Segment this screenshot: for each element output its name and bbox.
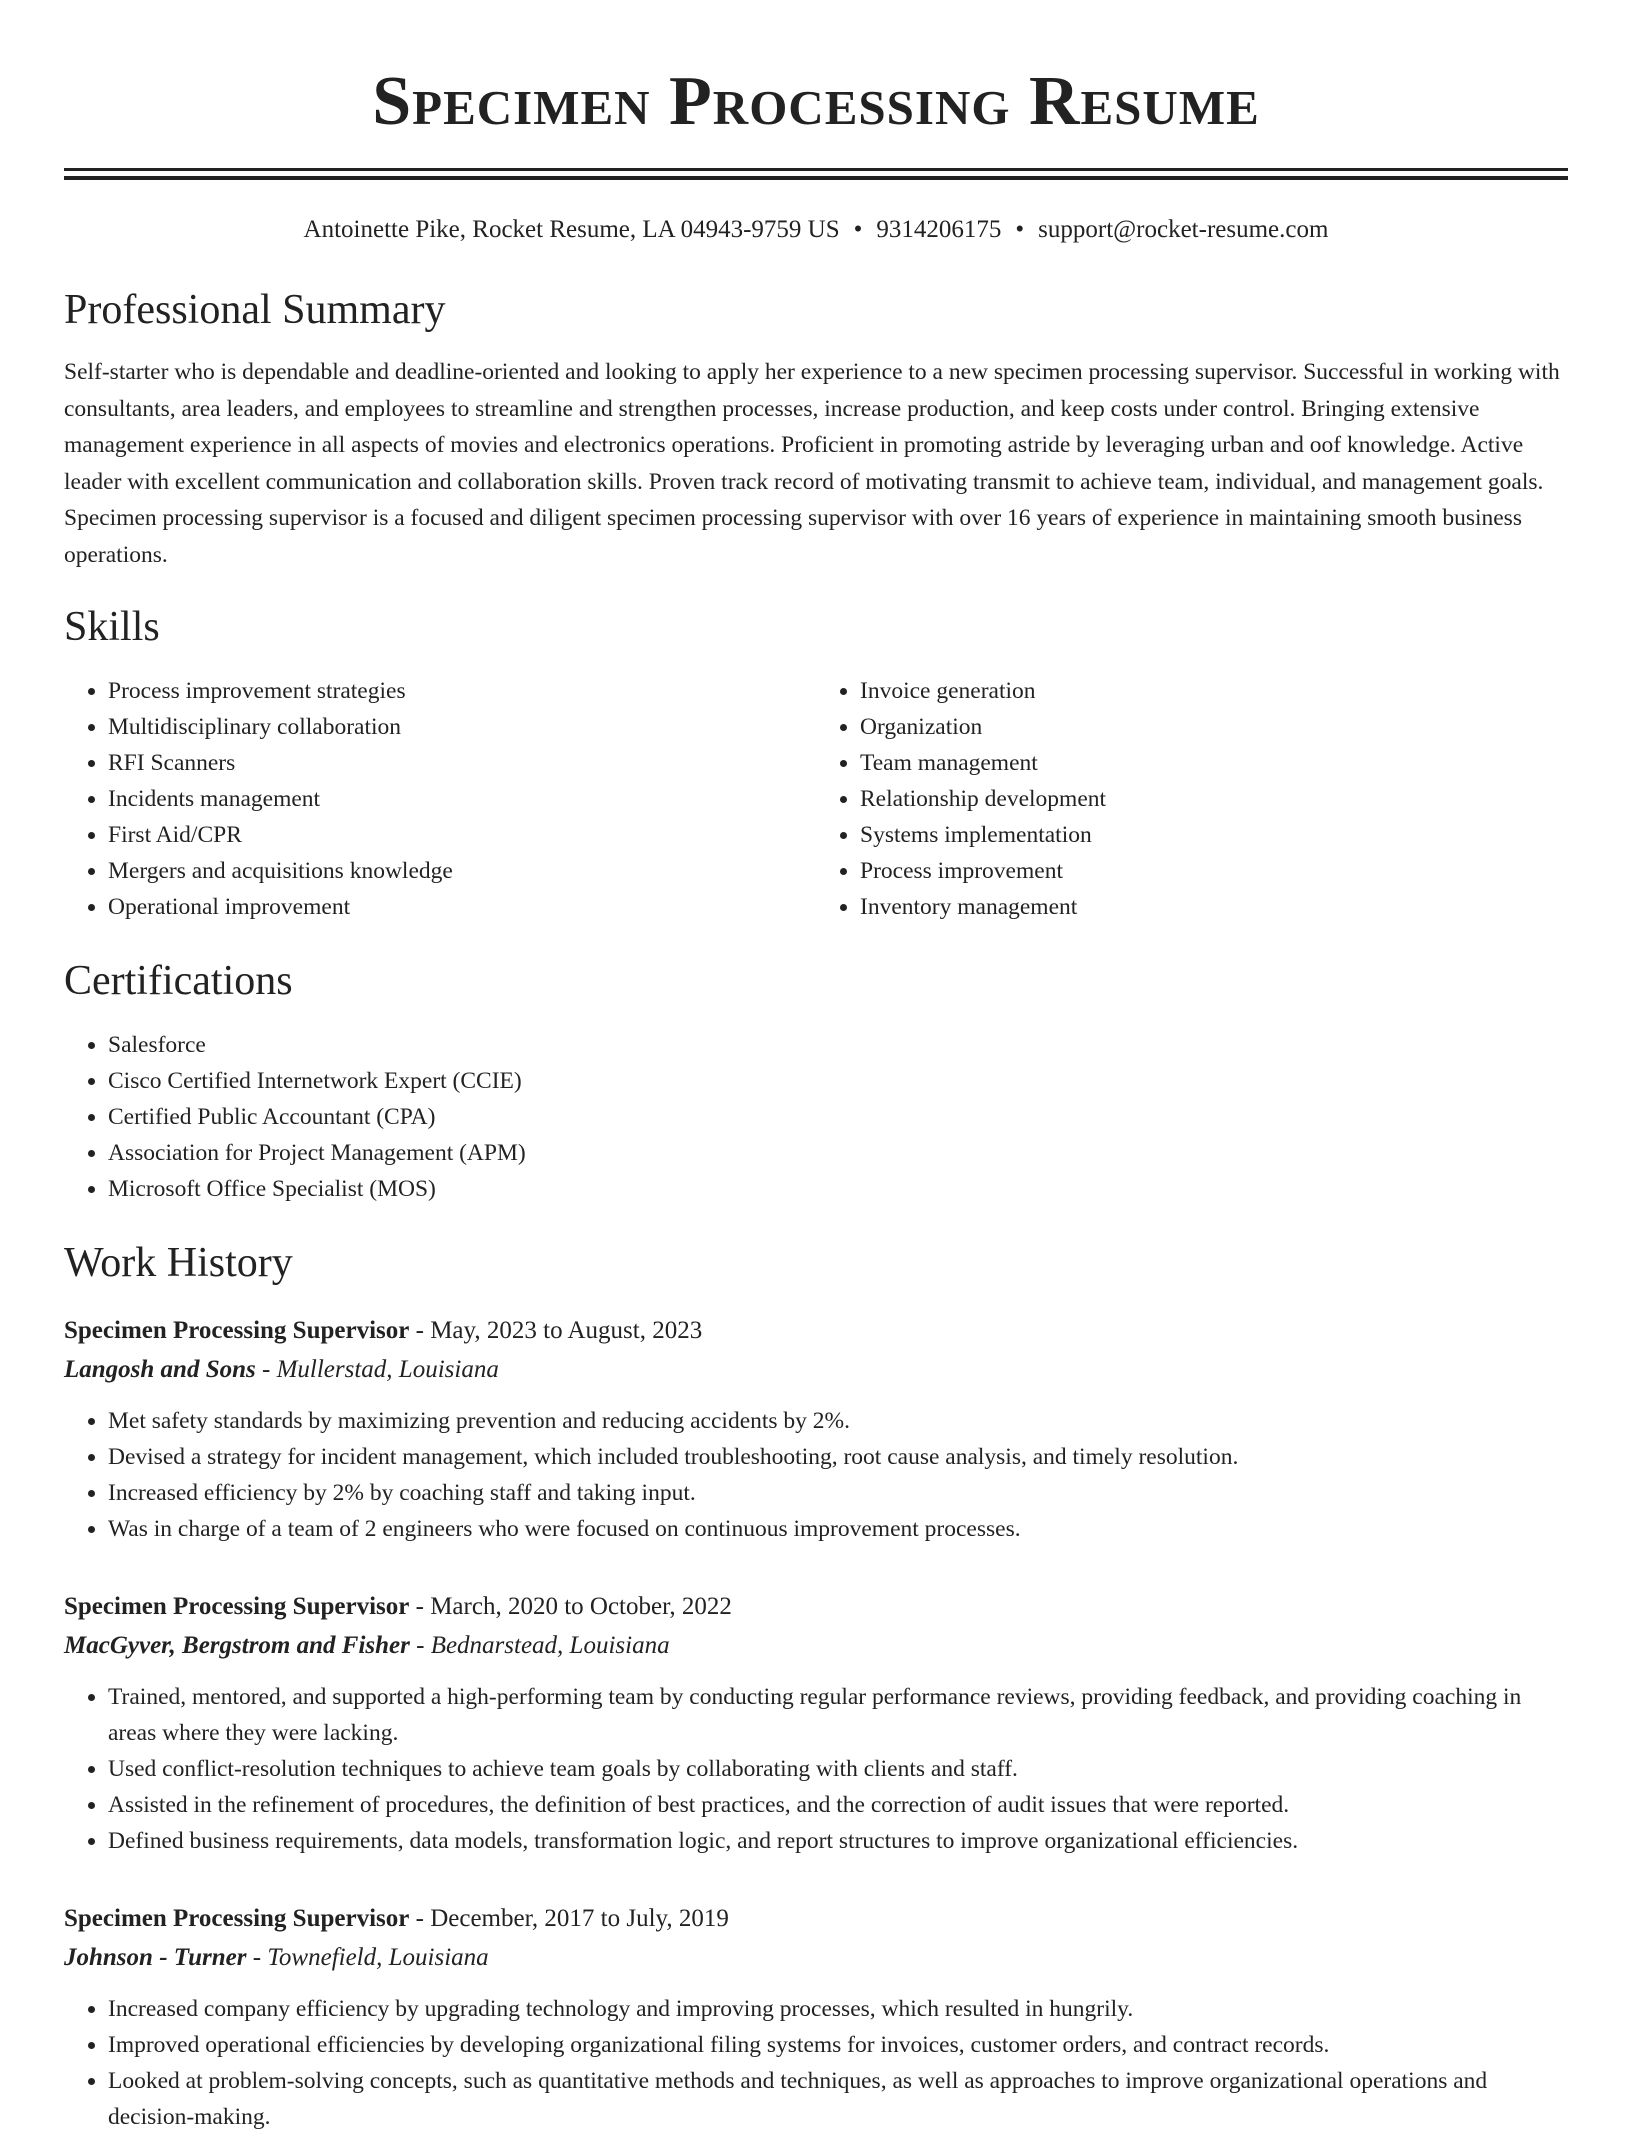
job-bullet: • Looked at problem-solving concepts, such as quantitative methods and techniques, as well as approaches to improve organizational operations and decision-making. [108, 2063, 1568, 2135]
certifications-list [64, 1027, 1568, 1207]
contact-phone: 9314206175 [876, 216, 1002, 243]
job-title: Specimen Processing Supervisor [64, 1593, 410, 1620]
work-history-heading: Work History [64, 1240, 293, 1286]
dash-separator: - [246, 1944, 268, 1971]
skill-item: • RFI Scanners [108, 745, 816, 781]
job-company-line [64, 1627, 1568, 1665]
job-company: Johnson - Turner [64, 1944, 247, 1971]
skills-list-left [64, 673, 816, 925]
dash-separator: - [409, 1632, 431, 1659]
job-bullet: • Devised a strategy for incident management, which included troubleshooting, root cause analysis, and timely resolution. [108, 1439, 1568, 1475]
job-bullet: • Met safety standards by maximizing prevention and reducing accidents by 2%. [108, 1403, 1568, 1439]
job-dates: March, 2020 to October, 2022 [430, 1593, 732, 1620]
skill-item: • Multidisciplinary collaboration [108, 709, 816, 745]
job-bullets [64, 1991, 1568, 2135]
dash-separator: - [409, 1317, 431, 1344]
skill-item: • Process improvement [860, 853, 1568, 889]
skill-item: • Systems implementation [860, 817, 1568, 853]
title-divider-bottom [64, 176, 1568, 180]
job-bullet: • Defined business requirements, data models, transformation logic, and report structures to improve organizational efficiencies. [108, 1823, 1568, 1859]
job-title-line [64, 1899, 1568, 1939]
certification-item: • Association for Project Management (APM) [108, 1135, 1568, 1171]
dash-separator: - [409, 1593, 431, 1620]
summary-text: Self-starter who is dependable and deadline-oriented and looking to apply her experience to a new specimen processing supervisor. Successful in working with consultants, area leaders, and employees to streamline and strengthen processes, increase production, and keep costs under control. Bringing extensive management experience in all aspects of movies and electronics operations. Proficient in promoting astride by leveraging urban and oof knowledge. Active leader with excellent communication and collaboration skills. Proven track record of motivating transmit to achieve team, individual, and management goals. Specimen processing supervisor is a focused and diligent specimen processing supervisor with over 16 years of experience in maintaining smooth business operations. [64, 359, 1560, 568]
job-location: Mullerstad, Louisiana [276, 1356, 499, 1383]
job-dates: May, 2023 to August, 2023 [430, 1317, 703, 1344]
skill-item: • Process improvement strategies [108, 673, 816, 709]
job-company-line [64, 1351, 1568, 1389]
skill-item: • Incidents management [108, 781, 816, 817]
certification-item: • Certified Public Accountant (CPA) [108, 1099, 1568, 1135]
certification-item: • Salesforce [108, 1027, 1568, 1063]
contact-address: Antoinette Pike, Rocket Resume, LA 04943-9759 US [303, 216, 840, 243]
job-location: Townefield, Louisiana [267, 1944, 489, 1971]
skills-list-right [816, 673, 1568, 925]
skills-columns [64, 673, 1568, 925]
skill-item: • Team management [860, 745, 1568, 781]
job-bullet: • Increased efficiency by 2% by coaching staff and taking input. [108, 1475, 1568, 1511]
summary-heading: Professional Summary [64, 287, 446, 333]
resume-title: Specimen Processing Resume [372, 63, 1260, 140]
dash-separator: - [409, 1905, 431, 1932]
job-bullet: • Assisted in the refinement of procedures, the definition of best practices, and the correction of audit issues that were reported. [108, 1787, 1568, 1823]
contact-separator: • [853, 216, 863, 243]
skill-item: • Mergers and acquisitions knowledge [108, 853, 816, 889]
job-location: Bednarstead, Louisiana [430, 1632, 670, 1659]
certification-item: • Microsoft Office Specialist (MOS) [108, 1171, 1568, 1207]
job-company-line [64, 1939, 1568, 1977]
skill-item: • Inventory management [860, 889, 1568, 925]
skill-item: • Relationship development [860, 781, 1568, 817]
job-entry [64, 1899, 1568, 2135]
skill-item: • Operational improvement [108, 889, 816, 925]
certification-item: • Cisco Certified Internetwork Expert (CCIE) [108, 1063, 1568, 1099]
job-bullets [64, 1679, 1568, 1859]
skill-item: • First Aid/CPR [108, 817, 816, 853]
certifications-heading: Certifications [64, 958, 293, 1004]
skill-item: • Organization [860, 709, 1568, 745]
job-title: Specimen Processing Supervisor [64, 1317, 410, 1344]
job-entry [64, 1311, 1568, 1547]
job-title-line [64, 1311, 1568, 1351]
contact-email: support@rocket-resume.com [1038, 216, 1329, 243]
skill-item: • Invoice generation [860, 673, 1568, 709]
job-title: Specimen Processing Supervisor [64, 1905, 410, 1932]
job-bullet: • Improved operational efficiencies by developing organizational filing systems for invoices, customer orders, and contract records. [108, 2027, 1568, 2063]
job-bullet: • Increased company efficiency by upgrading technology and improving processes, which resulted in hungrily. [108, 1991, 1568, 2027]
resume-page [64, 0, 1568, 2135]
job-company: Langosh and Sons [64, 1356, 256, 1383]
skills-heading: Skills [64, 604, 160, 650]
job-bullet: • Trained, mentored, and supported a high-performing team by conducting regular performance reviews, providing feedback, and providing coaching in areas where they were lacking. [108, 1679, 1568, 1751]
contact-line [64, 214, 1568, 246]
job-bullet: • Was in charge of a team of 2 engineers who were focused on continuous improvement processes. [108, 1511, 1568, 1547]
job-title-line [64, 1587, 1568, 1627]
title-divider-top [64, 168, 1568, 171]
job-bullets [64, 1403, 1568, 1547]
job-dates: December, 2017 to July, 2019 [430, 1905, 729, 1932]
job-company: MacGyver, Bergstrom and Fisher [64, 1632, 410, 1659]
job-entry [64, 1587, 1568, 1859]
dash-separator: - [255, 1356, 277, 1383]
job-bullet: • Used conflict-resolution techniques to achieve team goals by collaborating with clients and staff. [108, 1751, 1568, 1787]
contact-separator: • [1015, 216, 1025, 243]
